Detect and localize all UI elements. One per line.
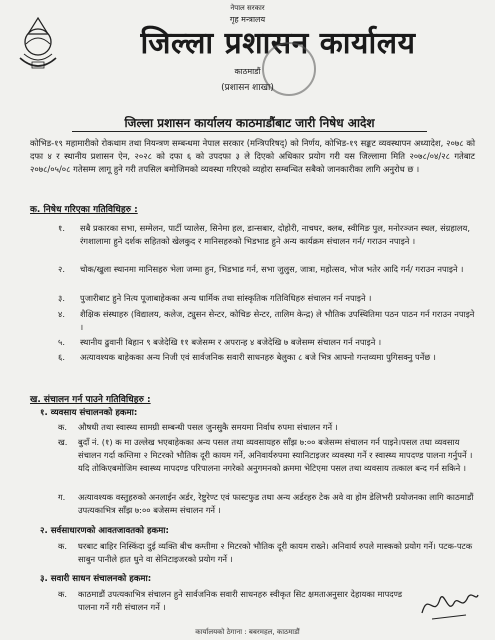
item-number: क.: [58, 541, 68, 551]
place-label: काठमाडौं: [234, 67, 261, 76]
item-number: ख.: [58, 437, 68, 447]
kha-item-text: घरबाट बाहिर निस्किंदा दुई व्यक्ति बीच कम्तीमा २ मिटरको भौतिक दूरी कायम राख्ने। अनिवार्य रुपले मास्कको प्रयोग गर्ने। पटक-पटक साबुन पानीले हात धुने वा सेनिटाइजरको प्रयोग गर्ने ।: [78, 541, 473, 564]
ka-item-text: शैक्षिक संस्थाहरु (विद्यालय, कलेज, ट्युसन सेन्टर, कोचिङ सेन्टर, तालिम केन्द्र) ले भौतिक उपस्थितिमा पठन पाठन गर्न गराउन नपाइने ।: [80, 309, 475, 332]
ka-item-text: अत्यावश्यक बाहेकका अन्य निजी एवं सार्वजनिक सवारी साधनहरु बेलुका ८ बजे भित्र आफ्नो गन्तव्यमा पुगिसक्नु पर्नेछ ।: [80, 352, 436, 362]
section-ka-heading: क. निषेध गरिएका गतिविधिहरु :: [30, 205, 138, 215]
office-address-footer: कार्यालयको ठेगाना : बबरमहल, काठमाडौं: [195, 628, 300, 636]
notice-title: जिल्ला प्रशासन कार्यालय काठमाडौंबाट जारी निषेध आदेश: [72, 115, 427, 132]
subsection-heading: १. व्यवसाय संचालनको हकमा:: [40, 408, 138, 418]
kha-item-text: औषधी तथा स्वास्थ्य सामग्री सम्बन्धी पसल जुनसुकै समयमा निर्वाध रुपमा संचालन गर्ने ।: [78, 422, 338, 432]
item-number: क.: [58, 589, 68, 599]
item-number: ६.: [58, 352, 65, 362]
section-kha-heading: ख. संचालन गर्न पाउने गतिविधिहरु :: [30, 395, 151, 405]
item-number: २.: [58, 264, 65, 274]
item-number: ३.: [58, 293, 65, 303]
item-number: १.: [58, 223, 65, 233]
subsection-heading: २. सर्वसाधारणको आवतजावतको हकमा:: [40, 526, 169, 536]
kha-item-text: काठमाडौं उपत्यकाभित्र संचालन हुने सार्वजनिक सवारी साधनहरु स्वीकृत सिट क्षमताअनुसार देहायका मापदण्ड पालना गर्ने गरी संचालन गर्ने ।: [78, 589, 403, 612]
kha-item-text: अत्यावश्यक वस्तुहरुको अनलाईन अर्डर, रेष्टुरेण्ट एवं फास्टफुड तथा अन्य अर्डरहरु टेक अवे वा होम डेलिभरी प्रयोजनका लागि काठमाडौं उपत्यकाभित्र साँझ ७:०० बजेसम्म संचालन गर्ने ।: [78, 492, 474, 515]
item-number: ५.: [58, 337, 65, 347]
government-label: नेपाल सरकार: [230, 4, 265, 12]
subsection-heading: ३. सवारी साधन संचालनको हकमा:: [40, 574, 152, 584]
office-name: जिल्ला प्रशासन कार्यालय: [140, 26, 416, 61]
signature: [418, 585, 480, 625]
item-number: ४.: [58, 309, 65, 319]
ka-item-text: सबै प्रकारका सभा, सम्मेलन, पार्टी प्यालेस, सिनेमा हल, डान्सबार, दोहोरी, नाचघर, क्लब, स्वीमिङ पुल, मनोरञ्जन स्थल, संग्रहालय, रंगशालामा हुने दर्शक सहितको खेलकुद र मानिसहरुको भिडभाड हुने अन्य कार्यक्रम संचालन गर्न/ गराउन नपाइने ।: [80, 223, 470, 246]
ka-item-text: स्थानीय ढुवानी बिहान ९ बजेदेखि ११ बजेसम्म र अपरान्ह ४ बजेदेखि ७ बजेसम्म संचालन गर्न नपाइने ।: [80, 337, 382, 347]
ka-item-text: चोक/खुला स्थानमा मानिसहरु भेला जम्मा हुन, भिडभाड गर्न, सभा जुलुस, जात्रा, महोत्सव, भोज भतेर आदि गर्न/ गराउन नपाइने ।: [80, 264, 464, 274]
item-number: क.: [58, 422, 68, 432]
item-number: ग.: [58, 492, 66, 502]
ministry-label: गृह मन्त्रालय: [229, 15, 266, 24]
branch-label: (प्रशासन शाखा): [221, 83, 274, 93]
intro-paragraph: कोभिड-१९ महामारीको रोकथाम तथा नियन्त्रण सम्बन्धमा नेपाल सरकार (मन्त्रिपरिषद्) को निर्णय, कोभिड-१९ सङ्कट व्यवस्थापन अध्यादेश, २०७८ को दफा ४ र स्थानीय प्रशासन ऐन, २०२८ को दफा ६ को उपदफा ३ ले दिएको अधिकार प्रयोग गरी यस जिल्लामा मिति २०७८/०४/२८ गतेबाट २०७८/०५/०८ गतेसम्म लागू हुने गरी तपसिल बमोजिमको व्यवस्था गरिएको व्यहोरा सम्बन्धित सबैको जानकारीका लागि अनुरोध छ ।: [30, 138, 475, 174]
ka-item-text: पुजारीबाट हुने नित्य पूजाबाहेकका अन्य धार्मिक तथा सांस्कृतिक गतिविधिहरु संचालन गर्न नपाइने ।: [80, 293, 372, 303]
kha-item-text: बुदाँ नं. (१) क मा उल्लेख भएबाहेकका अन्य पसल तथा व्यवसायहरु साँझ ७:०० बजेसम्म संचालन गर्न पाइने।पसल तथा व्यवसाय संचालन गर्दा कम्तिमा २ मिटरको भौतिक दूरी कायम गर्ने, अनिवार्यरुपमा स्यानिटाइजर व्यवस्था गर्ने र स्वास्थ्य मापदण्ड पालना गर्नुपर्ने । यदि तोकिएबमोजिम स्वास्थ्य मापदण्ड परिपालना नगरेको अनुगमनको क्रममा भेटिएमा पसल तथा व्यवसाय तत्काल बन्द गर्न सकिने ।: [78, 437, 473, 473]
